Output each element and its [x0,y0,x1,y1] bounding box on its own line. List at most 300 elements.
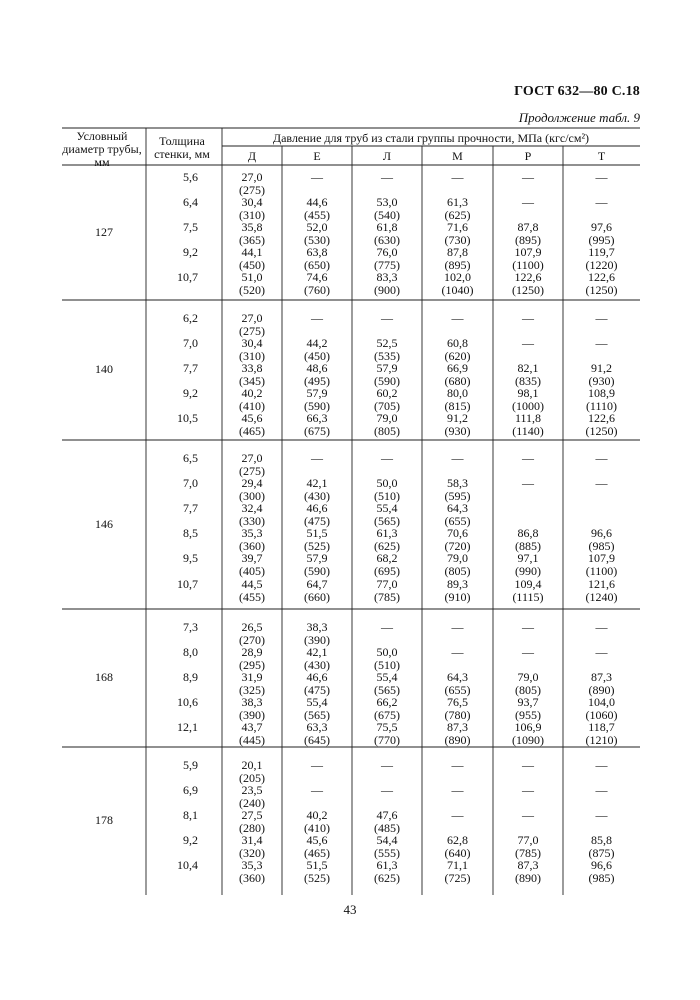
pressure-kgf-cell: (495) [304,374,330,389]
pressure-kgf-cell: (785) [374,589,400,604]
pressure-mpa-cell: 61,3 [447,195,468,210]
pressure-mpa-cell: 108,9 [588,386,615,401]
pressure-mpa-cell: 55,4 [306,695,328,710]
pressure-kgf-cell: (895) [444,258,471,273]
pressure-kgf-cell: (590) [374,374,400,389]
wall-thickness-cell: 10,7 [177,576,198,591]
pressure-mpa-cell: 64,7 [306,576,328,591]
pressure-kgf-cell: (620) [444,349,471,364]
wall-thickness-cell: 8,9 [183,670,198,685]
pressure-kgf-cell: (485) [374,821,400,836]
pressure-kgf-cell: (1100) [585,564,618,579]
pressure-mpa-cell: — [311,170,323,184]
pressure-mpa-cell: — [311,783,323,798]
pressure-kgf-cell: (760) [304,283,330,298]
pressure-kgf-cell: (885) [515,539,541,554]
pressure-mpa-cell: 50,0 [376,645,398,660]
diameter-cell: 168 [95,670,113,684]
pressure-kgf-cell: (995) [588,233,615,248]
pressure-mpa-cell: 91,2 [591,361,612,376]
pressure-kgf-cell: (895) [515,233,541,248]
pressure-kgf-cell: (1100) [512,258,544,273]
pressure-mpa-cell: 51,5 [306,526,328,541]
pressure-kgf-cell: (390) [239,708,265,723]
pressure-mpa-cell: 35,3 [241,858,263,873]
pressure-kgf-cell: (455) [239,589,265,604]
wall-thickness-cell: 6,5 [183,451,198,465]
pressure-mpa-cell: 71,6 [447,220,468,235]
pressure-kgf-cell: (730) [444,233,471,248]
pressure-mpa-cell: — [595,451,608,465]
pressure-kgf-cell: (320) [239,846,265,861]
wall-thickness-cell: 10,5 [177,411,198,426]
pressure-kgf-cell: (390) [304,633,330,647]
pressure-mpa-cell: 27,0 [241,451,263,465]
header-pressure: Давление для труб из стали группы прочности, МПа (кгс/см²) [272,131,590,145]
pressure-mpa-cell: — [311,451,323,465]
pressure-kgf-cell: (275) [239,183,265,197]
pressure-mpa-cell: — [522,170,534,184]
pressure-mpa-cell: 23,5 [241,783,263,798]
pressure-mpa-cell: 76,5 [447,695,468,710]
wall-thickness-cell: 6,9 [183,783,198,798]
pressure-kgf-cell: (770) [374,733,400,748]
pressure-kgf-cell: (675) [304,424,330,439]
pressure-mpa-cell: — [522,620,534,634]
pressure-kgf-cell: (530) [304,233,330,248]
pressure-kgf-cell: (785) [515,846,541,861]
pressure-mpa-cell: 35,8 [241,220,263,235]
pressure-mpa-cell: 44,5 [241,576,263,591]
pressure-mpa-cell: 43,7 [241,720,263,735]
pressure-kgf-cell: (835) [515,374,541,389]
pressure-mpa-cell: — [595,783,608,798]
wall-thickness-cell: 5,9 [183,758,198,772]
pressure-kgf-cell: (625) [374,539,400,554]
pressure-mpa-cell: 38,3 [241,695,263,710]
pressure-mpa-cell: 55,4 [376,501,398,516]
header-wall: Толщина стенки, мм [154,134,210,161]
pressure-mpa-cell: 51,5 [306,858,328,873]
pressure-mpa-cell: — [311,311,323,325]
pressure-mpa-cell: — [595,170,608,184]
pressure-kgf-cell: (300) [239,489,265,504]
pressure-kgf-cell: (1060) [585,708,618,723]
wall-thickness-cell: 7,5 [183,220,198,235]
pressure-kgf-cell: (1115) [512,589,544,604]
pressure-mpa-cell: 44,2 [306,336,328,351]
pressure-mpa-cell: 86,8 [517,526,539,541]
pressure-kgf-cell: (630) [374,233,400,248]
pressure-mpa-cell: — [381,311,393,325]
pressure-kgf-cell: (365) [239,233,265,248]
pressure-mpa-cell: — [451,645,464,660]
header-diameter: Условный диаметр трубы, мм [62,129,142,169]
pressure-kgf-cell: (595) [444,489,471,504]
pressure-mpa-cell: 48,6 [306,361,328,376]
wall-thickness-cell: 7,7 [183,361,198,376]
pressure-kgf-cell: (565) [374,683,400,698]
pressure-mpa-cell: 40,2 [306,808,328,823]
wall-thickness-cell: 10,7 [177,270,198,285]
pressure-mpa-cell: 106,9 [514,720,542,735]
pressure-kgf-cell: (565) [374,514,400,529]
pressure-mpa-cell: 31,4 [241,833,263,848]
pressure-kgf-cell: (1240) [585,589,618,604]
pressure-kgf-cell: (275) [239,464,265,478]
pressure-kgf-cell: (410) [304,821,330,836]
pressure-kgf-cell: (535) [374,349,400,364]
pressure-kgf-cell: (805) [515,683,541,698]
pressure-kgf-cell: (345) [239,374,265,389]
wall-thickness-cell: 12,1 [177,720,198,735]
pressure-kgf-cell: (1250) [512,283,544,298]
grade-header-2: Е [313,149,321,163]
pressure-mpa-cell: 33,8 [241,361,263,376]
pressure-kgf-cell: (405) [239,564,265,579]
pressure-mpa-cell: 79,0 [447,551,468,566]
wall-thickness-cell: 5,6 [183,170,198,184]
pressure-mpa-cell: 118,7 [588,720,615,735]
pressure-kgf-cell: (655) [444,514,471,529]
pressure-mpa-cell: 52,5 [376,336,398,351]
pressure-kgf-cell: (675) [374,708,400,723]
pressure-kgf-cell: (465) [239,424,265,439]
pressure-kgf-cell: (680) [444,374,471,389]
pressure-mpa-cell: 87,3 [447,720,468,735]
pressure-mpa-cell: 20,1 [241,758,263,772]
pressure-mpa-cell: 122,6 [588,270,615,285]
pressure-mpa-cell: 46,6 [306,670,328,685]
pressure-mpa-cell: — [522,451,534,465]
pressure-kgf-cell: (465) [304,846,330,861]
pressure-kgf-cell: (655) [444,683,471,698]
pressure-mpa-cell: — [451,451,464,465]
pressure-kgf-cell: (650) [304,258,330,273]
pressure-mpa-cell: 40,2 [241,386,263,401]
pressure-kgf-cell: (990) [515,564,541,579]
pressure-mpa-cell: — [451,783,464,798]
wall-thickness-cell: 8,5 [183,526,198,541]
pressure-mpa-cell: 74,6 [306,270,328,285]
wall-thickness-cell: 10,4 [177,858,198,873]
pressure-mpa-cell: — [522,336,534,351]
pressure-mpa-cell: 71,1 [447,858,468,873]
pressure-kgf-cell: (450) [239,258,265,273]
pressure-mpa-cell: 28,9 [241,645,263,660]
pressure-kgf-cell: (805) [374,424,400,439]
pressure-kgf-cell: (720) [444,539,471,554]
pressure-kgf-cell: (430) [304,658,330,673]
pressure-mpa-cell: 35,3 [241,526,263,541]
pressure-mpa-cell: — [595,645,608,660]
pressure-kgf-cell: (900) [374,283,400,298]
pressure-mpa-cell: 79,0 [376,411,398,426]
pressure-kgf-cell: (875) [588,846,615,861]
pressure-mpa-cell: 76,0 [376,245,398,260]
pressure-mpa-cell: 66,2 [376,695,398,710]
pressure-kgf-cell: (525) [304,871,330,886]
pressure-mpa-cell: — [595,758,608,772]
pressure-mpa-cell: — [381,170,393,184]
pressure-mpa-cell: — [381,620,393,634]
pressure-mpa-cell: 79,0 [517,670,539,685]
pressure-kgf-cell: (725) [444,871,471,886]
pressure-mpa-cell: — [522,645,534,660]
pressure-mpa-cell: — [595,476,608,491]
pressure-mpa-cell: 32,4 [241,501,263,516]
pressure-mpa-cell: 77,0 [517,833,539,848]
pressure-mpa-cell: 55,4 [376,670,398,685]
pressure-kgf-cell: (310) [239,208,265,223]
pressure-mpa-cell: 27,0 [241,311,263,325]
wall-thickness-cell: 7,7 [183,501,198,516]
pressure-kgf-cell: (985) [588,539,615,554]
wall-thickness-cell: 9,5 [183,551,198,566]
wall-thickness-cell: 9,2 [183,833,198,848]
pressure-mpa-cell: 93,7 [517,695,539,710]
pressure-kgf-cell: (540) [374,208,400,223]
pressure-mpa-cell: — [451,311,464,325]
pressure-mpa-cell: 61,8 [376,220,398,235]
pressure-mpa-cell: 121,6 [588,576,615,591]
pressure-mpa-cell: 63,3 [306,720,328,735]
wall-thickness-cell: 6,2 [183,311,198,325]
wall-thickness-cell: 6,4 [183,195,198,210]
pressure-mpa-cell: 70,6 [447,526,468,541]
pressure-mpa-cell: 50,0 [376,476,398,491]
pressure-mpa-cell: 44,6 [306,195,328,210]
pressure-kgf-cell: (590) [304,564,330,579]
pressure-mpa-cell: 64,3 [447,501,468,516]
pressure-kgf-cell: (625) [374,871,400,886]
pressure-mpa-cell: 75,5 [376,720,398,735]
pressure-mpa-cell: — [522,476,534,491]
pressure-mpa-cell: 80,0 [447,386,468,401]
pressure-mpa-cell: 61,3 [376,526,398,541]
diameter-cell: 140 [95,362,113,376]
pressure-mpa-cell: 97,1 [517,551,539,566]
pressure-mpa-cell: — [522,808,534,823]
pressure-kgf-cell: (705) [374,399,400,414]
pressure-mpa-cell: 68,2 [376,551,398,566]
pressure-mpa-cell: 46,6 [306,501,328,516]
pressure-mpa-cell: — [595,311,608,325]
pressure-kgf-cell: (1090) [512,733,544,748]
pressure-mpa-cell: — [451,758,464,772]
pressure-kgf-cell: (780) [444,708,471,723]
pressure-kgf-cell: (890) [588,683,615,698]
pressure-mpa-cell: 97,6 [591,220,612,235]
pressure-mpa-cell: — [522,311,534,325]
pressure-mpa-cell: 87,8 [447,245,468,260]
pressure-mpa-cell: 109,4 [514,576,542,591]
pressure-mpa-cell: 42,1 [306,476,328,491]
pressure-kgf-cell: (645) [304,733,330,748]
pressure-mpa-cell: 60,2 [376,386,398,401]
pressure-kgf-cell: (270) [239,633,265,647]
pressure-mpa-cell: 64,3 [447,670,468,685]
pressure-kgf-cell: (360) [239,539,265,554]
pressure-mpa-cell: — [381,758,393,772]
pressure-mpa-cell: 61,3 [376,858,398,873]
pressure-kgf-cell: (475) [304,683,330,698]
pressure-mpa-cell: 63,8 [306,245,328,260]
pressure-mpa-cell: 104,0 [588,695,615,710]
wall-thickness-cell: 9,2 [183,245,198,260]
pressure-mpa-cell: 91,2 [447,411,468,426]
pressure-mpa-cell: — [451,808,464,823]
pressure-mpa-cell: 60,8 [447,336,468,351]
pressure-mpa-cell: — [451,620,464,634]
pressure-kgf-cell: (625) [444,208,471,223]
pressure-kgf-cell: (410) [239,399,265,414]
pressure-mpa-cell: — [381,783,393,798]
pressure-kgf-cell: (660) [304,589,330,604]
pressure-mpa-cell: 30,4 [241,195,263,210]
pressure-kgf-cell: (910) [444,589,471,604]
pressure-mpa-cell: 44,1 [241,245,263,260]
pressure-mpa-cell: 107,9 [588,551,615,566]
pressure-mpa-cell: 87,3 [517,858,539,873]
pressure-kgf-cell: (240) [239,796,265,811]
pressure-kgf-cell: (1210) [585,733,618,748]
pressure-mpa-cell: 38,3 [306,620,328,634]
pressure-mpa-cell: 26,5 [241,620,263,634]
pressure-mpa-cell: 89,3 [447,576,468,591]
pressure-mpa-cell: 87,8 [517,220,539,235]
pressure-kgf-cell: (360) [239,871,265,886]
pressure-mpa-cell: 47,6 [376,808,398,823]
pressure-mpa-cell: 66,9 [447,361,468,376]
pressure-mpa-cell: 45,6 [306,833,328,848]
pressure-mpa-cell: 27,0 [241,170,263,184]
pressure-mpa-cell: 87,3 [591,670,612,685]
wall-thickness-cell: 7,0 [183,476,198,491]
pressure-mpa-cell: 66,3 [306,411,328,426]
pressure-kgf-cell: (775) [374,258,400,273]
pressure-kgf-cell: (1040) [441,283,474,298]
pressure-kgf-cell: (445) [239,733,265,748]
pressure-mpa-cell: 119,7 [588,245,615,260]
pressure-kgf-cell: (815) [444,399,471,414]
pressure-mpa-cell: 29,4 [241,476,263,491]
pressure-mpa-cell: — [522,758,534,772]
diameter-cell: 178 [95,813,113,827]
pressure-kgf-cell: (1220) [585,258,618,273]
pressure-mpa-cell: 96,6 [591,858,612,873]
pressure-mpa-cell: 39,7 [241,551,263,566]
diameter-cell: 127 [95,224,113,239]
page-number: 43 [343,902,357,917]
pressure-mpa-cell: 57,9 [306,386,328,401]
pressure-kgf-cell: (510) [374,658,400,673]
pressure-kgf-cell: (310) [239,349,265,364]
pressure-mpa-cell: 96,6 [591,526,612,541]
pressure-kgf-cell: (330) [239,514,265,529]
pressure-kgf-cell: (455) [304,208,330,223]
pressure-mpa-cell: 107,9 [514,245,542,260]
pressure-mpa-cell: — [522,783,534,798]
grade-header-4: М [452,149,463,163]
pressure-mpa-cell: — [595,620,608,634]
pressure-mpa-cell: 98,1 [517,386,539,401]
pressure-mpa-cell: — [381,451,393,465]
pressure-mpa-cell: 62,8 [447,833,468,848]
pressure-mpa-cell: 53,0 [376,195,398,210]
pressure-kgf-cell: (565) [304,708,330,723]
pressure-kgf-cell: (525) [304,539,330,554]
pressure-kgf-cell: (695) [374,564,400,579]
pressure-mpa-cell: 57,9 [376,361,398,376]
grade-header-3: Л [382,149,392,163]
pressure-mpa-cell: 57,9 [306,551,328,566]
pressure-mpa-cell: — [595,195,608,210]
pressure-mpa-cell: 83,3 [376,270,398,285]
pressure-mpa-cell: — [595,808,608,823]
grade-header-1: Д [247,149,257,163]
pressure-kgf-cell: (1000) [512,399,544,414]
pressure-kgf-cell: (275) [239,324,265,338]
pressure-kgf-cell: (930) [444,424,471,439]
wall-thickness-cell: 8,1 [183,808,198,823]
pressure-kgf-cell: (640) [444,846,471,861]
pressure-kgf-cell: (1250) [585,283,618,298]
pressure-mpa-cell: 45,6 [241,411,263,426]
diameter-cell: 146 [95,516,113,531]
pressure-kgf-cell: (510) [374,489,400,504]
pressure-mpa-cell: 122,6 [588,411,615,426]
pressure-kgf-cell: (955) [515,708,541,723]
pressure-kgf-cell: (890) [444,733,471,748]
pressure-kgf-cell: (450) [304,349,330,364]
pressure-mpa-cell: 85,8 [591,833,612,848]
wall-thickness-cell: 8,0 [183,645,198,660]
pressure-mpa-cell: 54,4 [376,833,398,848]
pressure-kgf-cell: (890) [515,871,541,886]
pressure-mpa-cell: 122,6 [514,270,542,285]
pressure-kgf-cell: (205) [239,771,265,785]
pressure-kgf-cell: (555) [374,846,400,861]
pressure-mpa-cell: 111,8 [514,411,542,426]
wall-thickness-cell: 9,2 [183,386,198,401]
pressure-mpa-cell: 42,1 [306,645,328,660]
wall-thickness-cell: 7,0 [183,336,198,351]
pressure-kgf-cell: (280) [239,821,265,836]
pressure-mpa-cell: 31,9 [241,670,263,685]
pressure-kgf-cell: (475) [304,514,330,529]
pressure-mpa-cell: 102,0 [444,270,471,285]
pressure-kgf-cell: (520) [239,283,265,298]
document-id: ГОСТ 632—80 С.18 [514,84,640,99]
pressure-kgf-cell: (985) [588,871,615,886]
grade-header-6: Т [597,149,606,163]
wall-thickness-cell: 10,6 [177,695,198,710]
pressure-mpa-cell: 58,3 [447,476,468,491]
pressure-kgf-cell: (325) [239,683,265,698]
pressure-kgf-cell: (1250) [585,424,618,439]
pressure-mpa-cell: 27,5 [241,808,263,823]
pressure-kgf-cell: (930) [588,374,615,389]
pressure-mpa-cell: 82,1 [517,361,539,376]
pressure-mpa-cell: — [595,336,608,351]
pressure-mpa-cell: — [451,170,464,184]
pressure-kgf-cell: (805) [444,564,471,579]
pressure-mpa-cell: 30,4 [241,336,263,351]
table-continuation-note: Продолжение табл. 9 [518,110,640,125]
pressure-mpa-cell: — [311,758,323,772]
pressure-mpa-cell: 52,0 [306,220,328,235]
